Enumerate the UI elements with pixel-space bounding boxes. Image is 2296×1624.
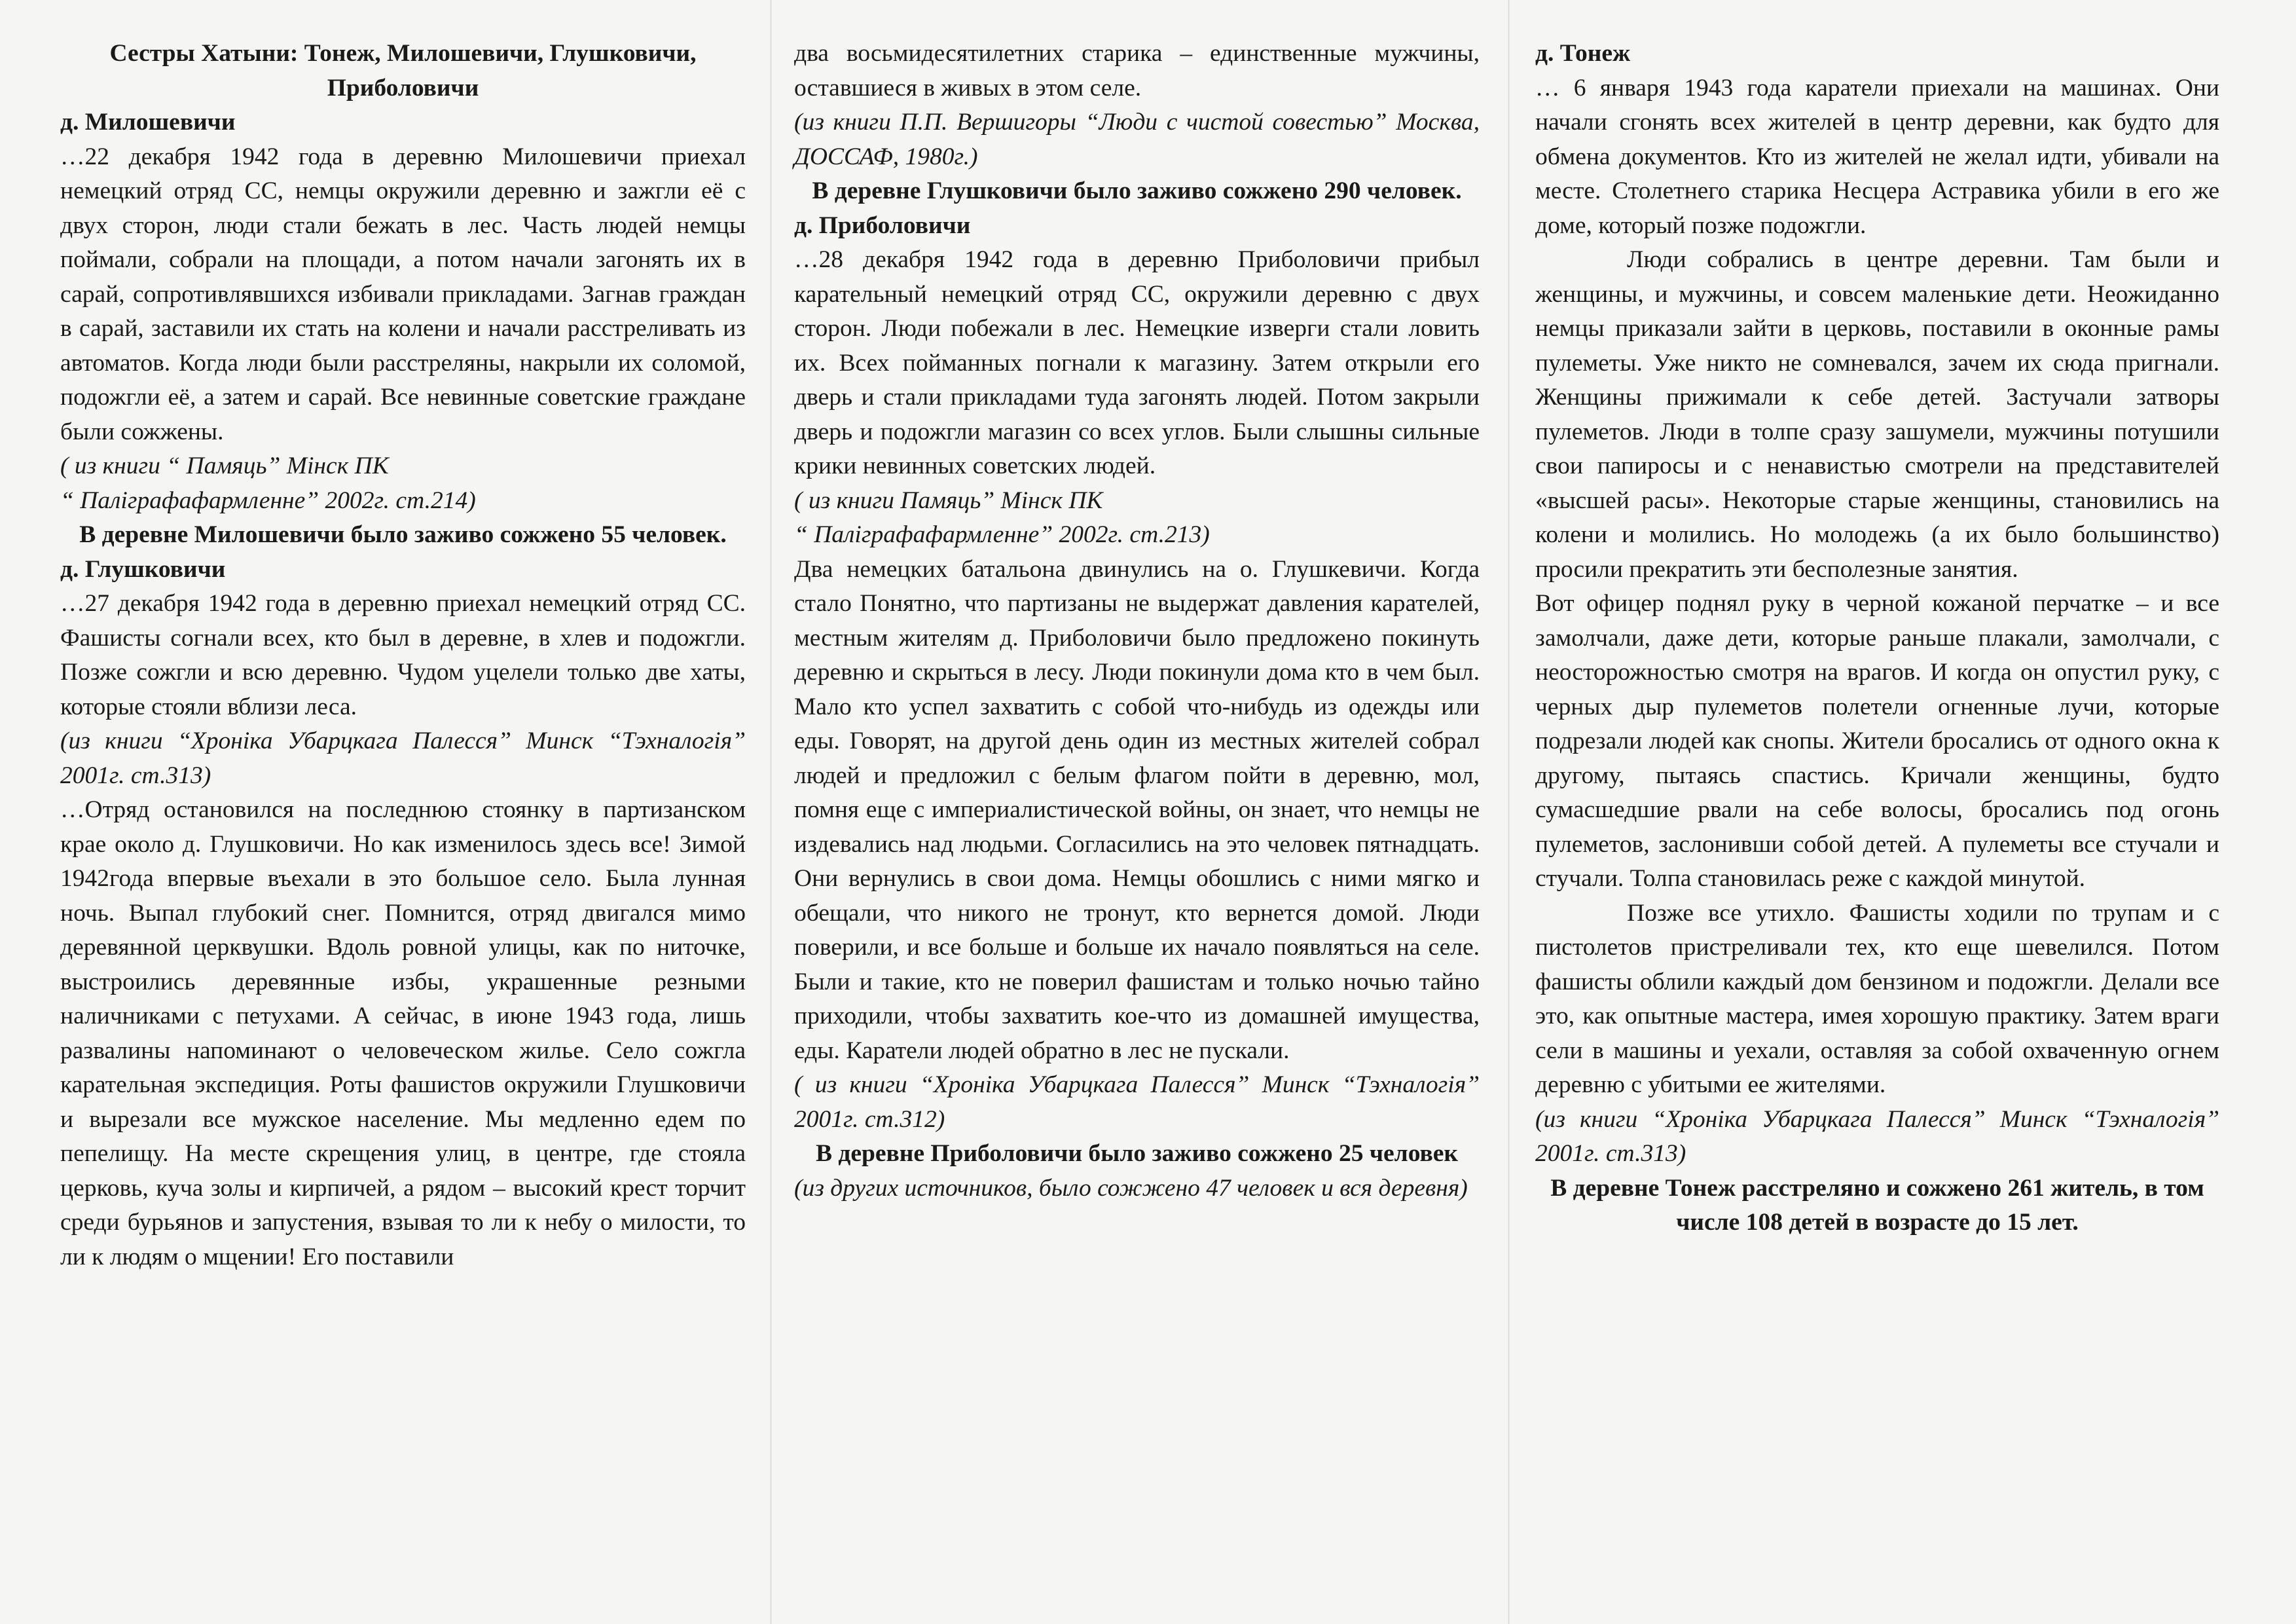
source-glushkovichi-2: (из книги П.П. Вершигоры “Люди с чистой совестью” Москва, ДОССАФ, 1980г.) <box>794 109 1480 170</box>
column-3 <box>1535 37 2219 1240</box>
source-miloshevichi-line1: ( из книги “ Памяць” Мінск ПК <box>60 452 389 479</box>
text-glushkovichi-continued: два восьмидесятилетних старика – единственные мужчины, оставшиеся в живых в этом селе. <box>794 40 1480 101</box>
document-title: Сестры Хатыни: Тонеж, Милошевичи, Глушковичи, Приболовичи <box>109 40 697 101</box>
text-miloshevichi: …22 декабря 1942 года в деревню Милошевичи приехал немецкий отряд СС, немцы окружили деревню и зажгли её с двух сторон, люди стали бежать в лес. Часть людей немцы поймали, собрали на площади, а потом начали загонять их в сарай, сопротивлявшихся избивали прикладами. Загнав граждан в сарай, заставили их стать на колени и начали расстреливать из автоматов. Когда люди были расстреляны, накрыли их соломой, подожгли её, а затем и сарай. Все невинные советские граждане были сожжены. <box>60 143 746 445</box>
text-pribolovichi-1: …28 декабря 1942 года в деревню Приболовичи прибыл карательный немецкий отряд СС, окружили деревню с двух сторон. Люди побежали в лес. Немецкие изверги стали ловить их. Всех пойманных погнали к магазину. Затем открыли его дверь и стали прикладами туда загонять людей. Потом закрыли дверь и подожгли магазин со всех углов. Были слышны сильные крики невинных советских людей. <box>794 246 1480 479</box>
source-miloshevichi-line2: “ Паліграфафармленне” 2002г. ст.214) <box>60 487 476 514</box>
heading-glushkovichi: д. Глушковичи <box>60 555 226 583</box>
heading-tonezh: д. Тонеж <box>1535 40 1631 67</box>
note-pribolovichi: (из других источников, было сожжено 47 человек и вся деревня) <box>794 1174 1468 1202</box>
heading-pribolovichi: д. Приболовичи <box>794 212 971 239</box>
column-2 <box>794 37 1480 1206</box>
source-pribolovichi-2: ( из книги “Хроніка Убарцкага Палесся” Минск “Тэхналогія” 2001г. ст.312) <box>794 1071 1480 1133</box>
source-tonezh: (из книги “Хроніка Убарцкага Палесся” Минск “Тэхналогія” 2001г. ст.313) <box>1535 1105 2219 1167</box>
summary-glushkovichi: В деревне Глушковичи было заживо сожжено 290 человек. <box>812 177 1462 204</box>
text-glushkovichi-2: …Отряд остановился на последнюю стоянку в партизанском крае около д. Глушковичи. Но как изменилось здесь все! Зимой 1942года впервые въехали в это большое село. Была лунная ночь. Выпал глубокий снег. Помнится, отряд двигался мимо деревянной церквушки. Вдоль ровной улицы, как по ниточке, выстроились деревянные избы, украшенные резными наличниками с петухами. А сейчас, в июне 1943 года, лишь развалины напоминают о человеческом жилье. Село сожгла карательная экспедиция. Роты фашистов окружили Глушковичи и вырезали все мужское население. Мы медленно едем по пепелищу. На месте скрещения улиц, в центре, где стояла церковь, куча золы и кирпичей, а рядом – высокий крест торчит среди бурьянов и запустения, взывая то ли к небу о милости, то ли к людям о мщении! Его поставили <box>60 796 746 1270</box>
text-glushkovichi-1: …27 декабря 1942 года в деревню приехал немецкий отряд СС. Фашисты согнали всех, кто был в деревне, в хлев и подожгли. Позже сожгли и всю деревню. Чудом уцелели только две хаты, которые стояли вблизи леса. <box>60 590 746 720</box>
text-tonezh-3: Вот офицер поднял руку в черной кожаной перчатке – и все замолчали, даже дети, которые раньше плакали, замолчали, с неосторожностью смотря на врагов. И когда он опустил руку, с черных дыр пулеметов полетели огненные лучи, которые подрезали людей как снопы. Жители бросались от одного окна к другому, пытаясь спастись. Кричали женщины, будто сумасшедшие рвали на себе волосы, бросались под огонь пулеметов, заслонивши собой детей. А пулеметы все стучали и стучали. Толпа становилась реже с каждой минутой. <box>1535 590 2219 892</box>
source-glushkovichi: (из книги “Хроніка Убарцкага Палесся” Минск “Тэхналогія” 2001г. ст.313) <box>60 728 746 789</box>
summary-miloshevichi: В деревне Милошевичи было заживо сожжено 55 человек. <box>79 521 727 548</box>
text-tonezh-4: Позже все утихло. Фашисты ходили по трупам и с пистолетов пристреливали тех, кто еще шевелился. Потом фашисты облили каждый дом бензином и подожгли. Делали все это, как опытные мастера, имея хорошую практику. Затем враги сели в машины и уехали, оставляя за собой охваченную огнем деревню с убитыми ее жителями. <box>1535 899 2219 1098</box>
summary-tonezh: В деревне Тонеж расстреляно и сожжено 261 житель, в том числе 108 детей в возрасте до 15 лет. <box>1550 1174 2204 1236</box>
heading-miloshevichi: д. Милошевичи <box>60 109 236 136</box>
column-1 <box>60 37 746 1274</box>
source-pribolovichi-line2: “ Паліграфафармленне” 2002г. ст.213) <box>794 521 1210 548</box>
fold-line-right <box>1508 0 1510 1624</box>
source-pribolovichi-line1: ( из книги Памяць” Мінск ПК <box>794 487 1103 514</box>
summary-pribolovichi: В деревне Приболовичи было заживо сожжено 25 человек <box>815 1140 1459 1167</box>
text-tonezh-2: Люди собрались в центре деревни. Там были и женщины, и мужчины, и совсем маленькие дети. Неожиданно немцы приказали зайти в церковь, поставили в оконные рамы пулеметы. Уже никто не сомневался, зачем их сюда пригнали. Женщины прижимали к себе детей. Застучали затворы пулеметов. Люди в толпе сразу зашумели, мужчины потушили свои папиросы и с ненавистью смотрели на представителей «высшей расы». Некоторые старые женщины, становились на колени и молились. Но молодежь (а их было большинство) просили прекратить эти бесполезные занятия. <box>1535 246 2219 583</box>
fold-line-left <box>770 0 772 1624</box>
text-tonezh-1: … 6 января 1943 года каратели приехали на машинах. Они начали сгонять всех жителей в центр деревни, как будто для обмена документов. Кто из жителей не желал идти, убивали на месте. Столетнего старика Несцера Астравика убили в его же доме, который позже подожгли. <box>1535 74 2219 239</box>
text-pribolovichi-2: Два немецких батальона двинулись на о. Глушкевичи. Когда стало Понятно, что партизаны не выдержат давления карателей, местным жителям д. Приболовичи было предложено покинуть деревню и скрыться в лесу. Люди покинули дома кто в чем был. Мало кто успел захватить с собой что-нибудь из одежды или еды. Говорят, на другой день один из местных жителей собрал людей и предложил с белым флагом пойти в деревню, мол, помня еще с империалистической войны, он знает, что немцы не издевались над людьми. Согласились на это человек пятнадцать. Они вернулись в свои дома. Немцы обошлись с ними мягко и обещали, что никого не тронут, кто вернется домой. Люди поверили, и все больше и больше их начало появляться на селе. Были и такие, кто не поверил фашистам и только ночью тайно приходили, чтобы захватить кое-что из домашней имущества, еды. Каратели людей обратно в лес не пускали. <box>794 555 1480 1064</box>
